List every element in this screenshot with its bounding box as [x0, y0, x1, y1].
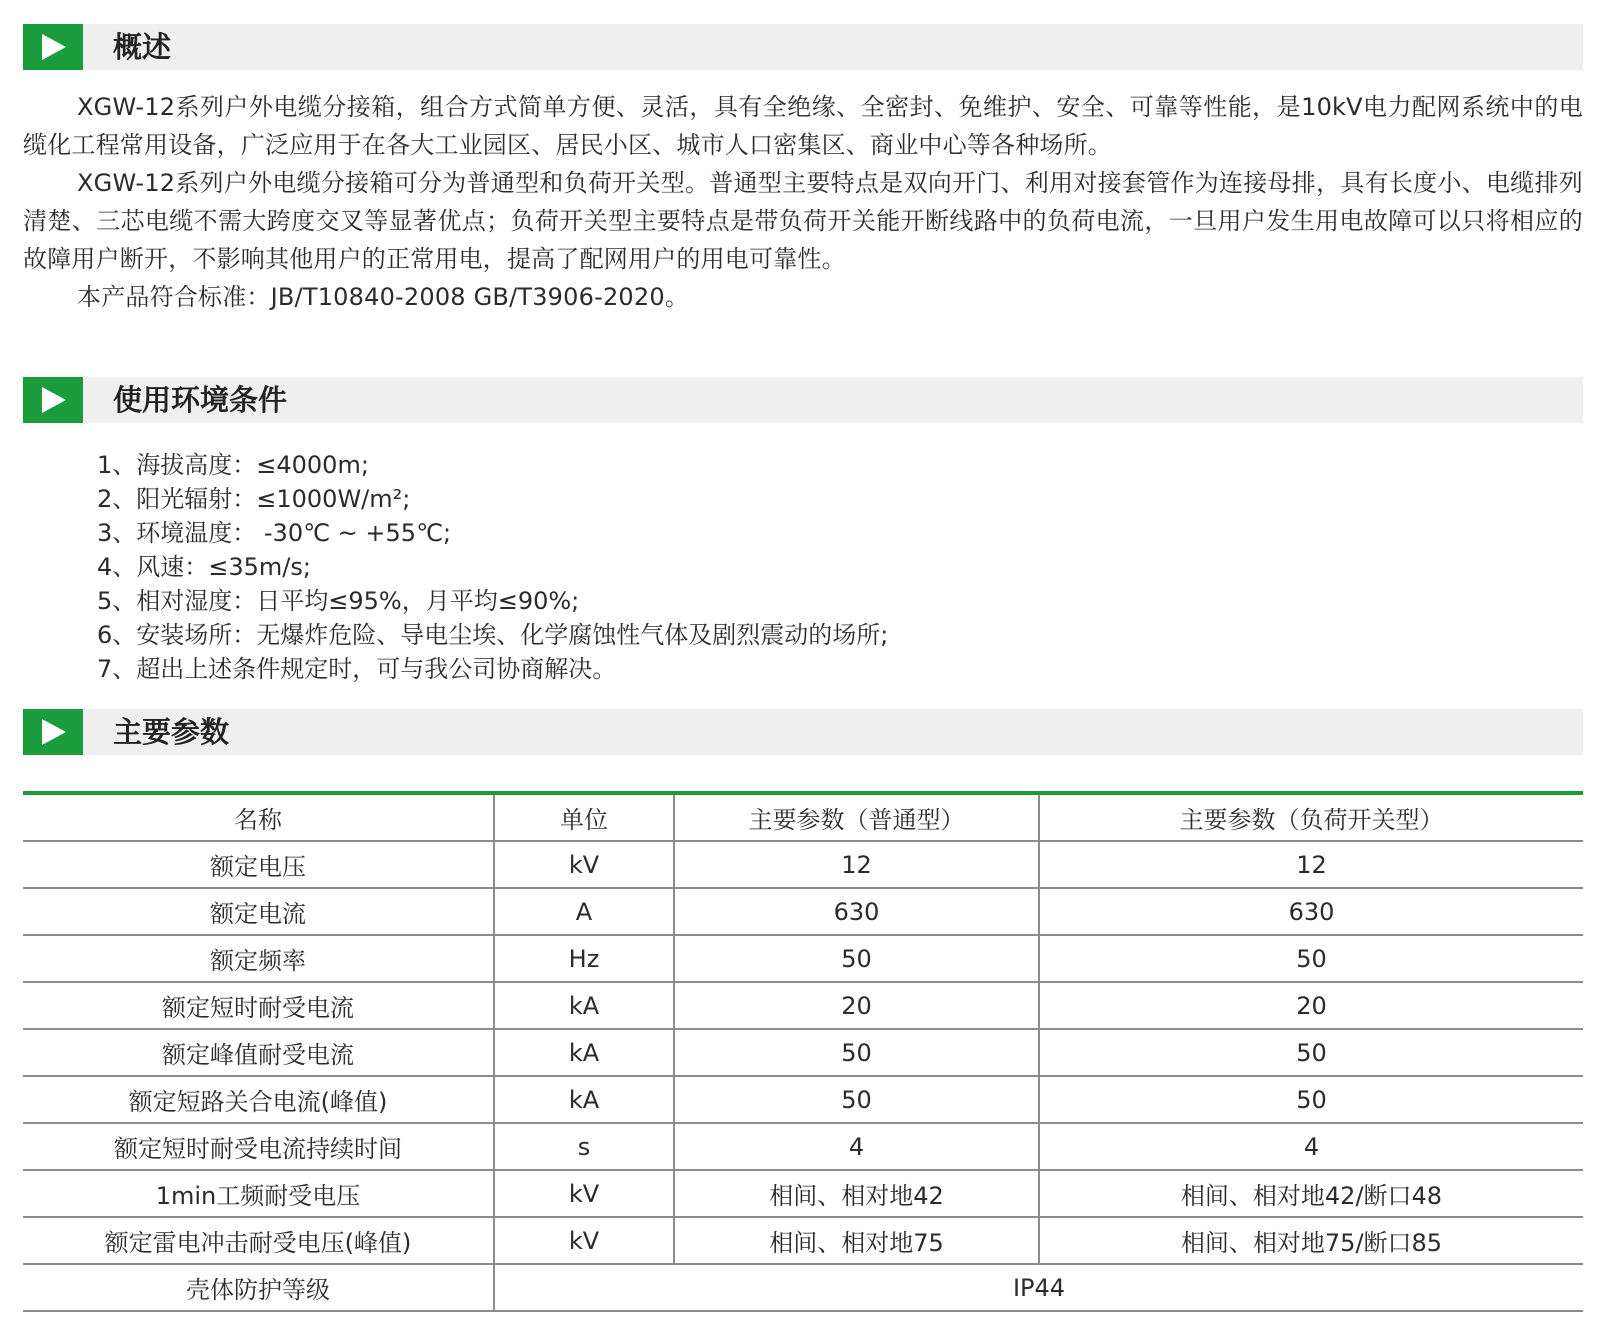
table-cell: 1min工频耐受电压 — [23, 1170, 494, 1217]
list-item: 7、超出上述条件规定时，可与我公司协商解决。 — [97, 655, 617, 683]
table-cell: 额定峰值耐受电流 — [23, 1029, 494, 1076]
column-header: 名称 — [23, 795, 494, 841]
list-item: 2、阳光辐射：≤1000W/m²; — [97, 485, 411, 513]
table-cell: 额定频率 — [23, 935, 494, 982]
table-row — [23, 1170, 1583, 1217]
table-cell: 50 — [1039, 935, 1583, 982]
table-cell: kV — [494, 1217, 674, 1264]
parameters-table — [23, 795, 1583, 1312]
section-title: 概述 — [113, 30, 172, 64]
column-header: 主要参数（负荷开关型） — [1039, 795, 1583, 841]
table-cell: 额定短路关合电流(峰值) — [23, 1076, 494, 1123]
table-cell: Hz — [494, 935, 674, 982]
table-row — [23, 1123, 1583, 1170]
table-row — [23, 982, 1583, 1029]
table-cell: 额定电流 — [23, 888, 494, 935]
table-cell: kA — [494, 982, 674, 1029]
section-marker — [23, 377, 83, 423]
table-cell: 50 — [674, 1029, 1039, 1076]
table-cell: 壳体防护等级 — [23, 1264, 494, 1311]
list-item: 1、海拔高度：≤4000m; — [97, 451, 369, 479]
table-cell: kA — [494, 1029, 674, 1076]
table-cell: 额定雷电冲击耐受电压(峰值) — [23, 1217, 494, 1264]
table-cell: 50 — [1039, 1076, 1583, 1123]
table-row — [23, 1076, 1583, 1123]
table-row — [23, 935, 1583, 982]
table-cell: A — [494, 888, 674, 935]
table-row — [23, 841, 1583, 888]
list-item: 4、风速：≤35m/s; — [97, 553, 311, 581]
overview-paragraph: XGW-12系列户外电缆分接箱可分为普通型和负荷开关型。普通型主要特点是双向开门、利用对接套管作为连接母排，具有长度小、电缆排列清楚、三芯电缆不需大跨度交叉等显著优点；负荷开关型主要特点是带负荷开关能开断线路中的负荷电流，一旦用户发生用电故障可以只将相应的故障用户断开，不影响其他用户的正常用电，提高了配网用户的用电可靠性。 — [23, 169, 1583, 273]
environment-conditions-list — [97, 448, 888, 686]
section-header-overview — [23, 24, 1583, 70]
section-marker — [23, 709, 83, 755]
table-cell: 630 — [674, 888, 1039, 935]
table-cell: kV — [494, 1170, 674, 1217]
section-header-parameters — [23, 709, 1583, 755]
list-item: 6、安装场所：无爆炸危险、导电尘埃、化学腐蚀性气体及剧烈震动的场所; — [97, 621, 889, 649]
column-header: 单位 — [494, 795, 674, 841]
section-title: 主要参数 — [113, 715, 230, 749]
table-cell: 额定短时耐受电流持续时间 — [23, 1123, 494, 1170]
list-item: 3、环境温度： -30℃ ~ +55℃; — [97, 519, 452, 547]
table-cell: 相间、相对地42/断口48 — [1039, 1170, 1583, 1217]
table-cell: 630 — [1039, 888, 1583, 935]
table-cell: s — [494, 1123, 674, 1170]
table-row — [23, 888, 1583, 935]
table-cell: 相间、相对地75/断口85 — [1039, 1217, 1583, 1264]
table-cell: 额定短时耐受电流 — [23, 982, 494, 1029]
table-cell: IP44 — [494, 1264, 1583, 1311]
play-triangle-icon — [42, 34, 66, 60]
table-header-row — [23, 795, 1583, 841]
table-cell: 4 — [1039, 1123, 1583, 1170]
table-cell: 50 — [1039, 1029, 1583, 1076]
overview-text — [23, 88, 1583, 316]
table-cell: kA — [494, 1076, 674, 1123]
table-cell: 相间、相对地42 — [674, 1170, 1039, 1217]
section-title: 使用环境条件 — [113, 383, 288, 417]
table-cell: kV — [494, 841, 674, 888]
play-triangle-icon — [42, 387, 66, 413]
play-triangle-icon — [42, 719, 66, 745]
table-row — [23, 1029, 1583, 1076]
list-item: 5、相对湿度：日平均≤95%，月平均≤90%; — [97, 587, 580, 615]
table-cell: 50 — [674, 935, 1039, 982]
table-cell: 20 — [674, 982, 1039, 1029]
table-cell: 4 — [674, 1123, 1039, 1170]
table-row — [23, 1264, 1583, 1311]
section-header-environment — [23, 377, 1583, 423]
table-cell: 50 — [674, 1076, 1039, 1123]
overview-paragraph: 本产品符合标准：JB/T10840-2008 GB/T3906-2020。 — [77, 283, 690, 311]
table-cell: 20 — [1039, 982, 1583, 1029]
column-header: 主要参数（普通型） — [674, 795, 1039, 841]
section-marker — [23, 24, 83, 70]
overview-paragraph: XGW-12系列户外电缆分接箱，组合方式简单方便、灵活，具有全绝缘、全密封、免维护、安全、可靠等性能，是10kV电力配网系统中的电缆化工程常用设备，广泛应用于在各大工业园区、居民小区、城市人口密集区、商业中心等各种场所。 — [23, 93, 1583, 159]
table-cell: 额定电压 — [23, 841, 494, 888]
table-cell: 12 — [1039, 841, 1583, 888]
table-row — [23, 1217, 1583, 1264]
table-cell: 相间、相对地75 — [674, 1217, 1039, 1264]
table-cell: 12 — [674, 841, 1039, 888]
